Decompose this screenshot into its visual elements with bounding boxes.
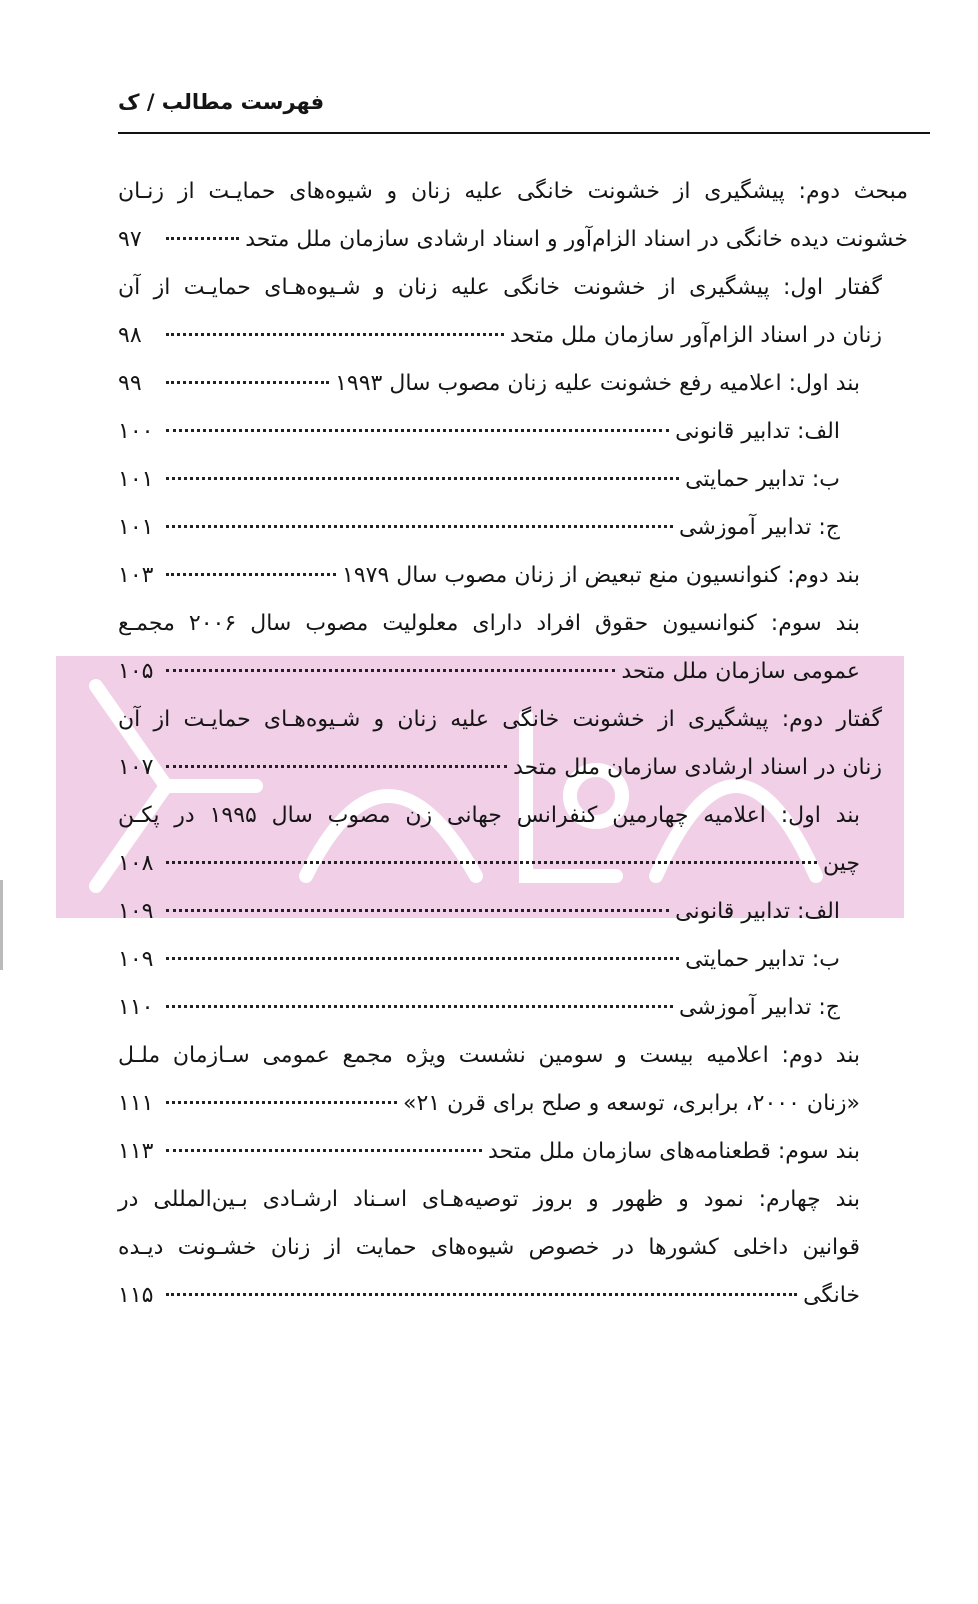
toc-entry-text: بند اول: اعلامیه رفع خشونت علیه زنان مصوب سال ۱۹۹۳: [335, 371, 860, 396]
toc-entry-text: ج: تدابیر آموزشی: [679, 515, 840, 540]
dot-leader: [166, 333, 504, 336]
toc-entry-text: قوانین داخلی کشورها در خصوص شیوه‌های حمایت از زنان خشـونت دیـده: [118, 1235, 860, 1260]
dot-leader: [166, 1293, 797, 1296]
toc-line: [118, 800, 860, 834]
dot-leader: [166, 1149, 482, 1152]
page-number: ۱۰۳: [118, 563, 154, 588]
toc-line: [118, 464, 840, 498]
toc-line: [118, 704, 882, 738]
toc-line: [118, 1232, 860, 1266]
toc-entry-text: مبحث دوم: پیشگیری از خشونت خانگی علیه زنان و شیوه‌های حمایـت از زنـان: [118, 179, 908, 204]
page-number: ۹۹: [118, 371, 142, 396]
toc-entry-text: خانگی: [803, 1283, 860, 1308]
toc-entry-text: گفتار اول: پیشگیری از خشونت خانگی علیه زنان و شـیوه‌هـای حمایـت از آن: [118, 275, 882, 300]
dot-leader: [166, 669, 615, 672]
toc-entry-text: بند دوم: کنوانسیون منع تبعیض از زنان مصوب سال ۱۹۷۹: [342, 563, 860, 588]
toc-entry-text: گفتار دوم: پیشگیری از خشونت خانگی علیه زنان و شـیوه‌هـای حمایـت از آن: [118, 707, 882, 732]
page-number: ۱۰۵: [118, 659, 154, 684]
toc-line: [118, 368, 860, 402]
toc-line: [118, 1040, 860, 1074]
toc-entry-text: زنان در اسناد الزام‌آور سازمان ملل متحد: [509, 323, 882, 348]
toc-line: [118, 608, 860, 642]
toc-entry-text: ب: تدابیر حمایتی: [685, 947, 840, 972]
dot-leader: [166, 525, 673, 528]
toc-entry-text: الف: تدابیر قانونی: [675, 899, 840, 924]
toc-entry-text: چین: [823, 851, 860, 876]
dot-leader: [166, 909, 669, 912]
toc-entry-text: ب: تدابیر حمایتی: [685, 467, 840, 492]
dot-leader: [166, 477, 679, 480]
dot-leader: [166, 429, 669, 432]
page-number: ۹۷: [118, 227, 142, 252]
dot-leader: [166, 381, 329, 384]
page-number: ۱۰۸: [118, 851, 154, 876]
page-number: ۹۸: [118, 323, 142, 348]
toc-line: [118, 992, 840, 1026]
dot-leader: [166, 1101, 397, 1104]
toc-line: [118, 1280, 860, 1314]
toc-entry-text: بند سوم: قطعنامه‌های سازمان ملل متحد: [487, 1139, 860, 1164]
toc-entry-text: «زنان ۲۰۰۰، برابری، توسعه و صلح برای قرن ۲۱»: [403, 1091, 860, 1116]
page-number: ۱۰۹: [118, 899, 154, 924]
toc-line: [118, 1136, 860, 1170]
toc-line: [118, 272, 882, 306]
toc-entry-text: ج: تدابیر آموزشی: [679, 995, 840, 1020]
toc-line: [118, 944, 840, 978]
toc-line: [118, 224, 908, 258]
toc-line: [118, 176, 908, 210]
page-number: ۱۰۷: [118, 755, 154, 780]
page-number: ۱۱۳: [118, 1139, 154, 1164]
toc-line: [118, 320, 882, 354]
page-number: ۱۰۰: [118, 419, 154, 444]
dot-leader: [166, 573, 336, 576]
toc-entry-text: بند سوم: کنوانسیون حقوق افراد دارای معلولیت مصوب سال ۲۰۰۶ مجمـع: [118, 611, 860, 636]
dot-leader: [166, 957, 679, 960]
toc-line: [118, 656, 860, 690]
toc-line: [118, 752, 882, 786]
page-number: ۱۱۵: [118, 1283, 154, 1308]
toc-entry-text: خشونت دیده خانگی در اسناد الزام‌آور و اسناد ارشادی سازمان ملل متحد: [245, 227, 908, 252]
toc-entry-text: زنان در اسناد ارشادی سازمان ملل متحد: [513, 755, 882, 780]
toc-entry-text: الف: تدابیر قانونی: [675, 419, 840, 444]
dot-leader: [166, 237, 239, 240]
toc-line: [118, 1088, 860, 1122]
page-number: ۱۰۱: [118, 515, 154, 540]
toc-line: [118, 560, 860, 594]
toc-entry-text: بند چهارم: نمود و ظهور و بروز توصیه‌هـای اسـناد ارشـادی بـین‌المللی در: [118, 1187, 860, 1212]
toc-entry-text: عمومی سازمان ملل متحد: [621, 659, 860, 684]
page-number: ۱۱۰: [118, 995, 154, 1020]
page-number: ۱۰۹: [118, 947, 154, 972]
page-header-title: فهرست مطالب / ک: [118, 90, 325, 114]
toc-line: [118, 512, 840, 546]
dot-leader: [166, 861, 817, 864]
page-number: ۱۰۱: [118, 467, 154, 492]
toc-line: [118, 896, 840, 930]
dot-leader: [166, 765, 507, 768]
toc-line: [118, 848, 860, 882]
toc-entry-text: بند اول: اعلامیه چهارمین کنفرانس جهانی زن مصوب سال ۱۹۹۵ در پکـن: [118, 803, 861, 828]
toc-line: [118, 416, 840, 450]
toc-line: [118, 1184, 860, 1218]
toc-entry-text: بند دوم: اعلامیه بیست و سومین نشست ویژه مجمع عمومی سـازمان ملـل: [118, 1043, 860, 1068]
page-number: ۱۱۱: [118, 1091, 154, 1116]
dot-leader: [166, 1005, 673, 1008]
